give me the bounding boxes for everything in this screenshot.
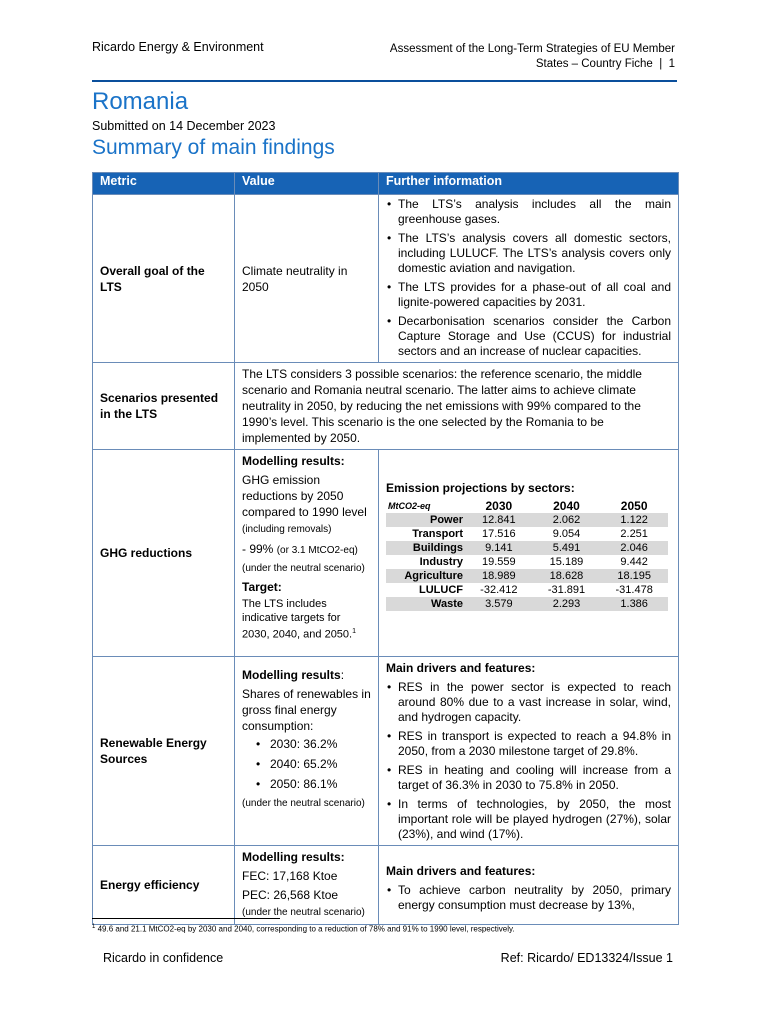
- list-item: • The LTS provides for a phase-out of all coal and lignite-powered capacities by 2031.: [386, 280, 671, 310]
- metric-ghg: GHG reductions: [93, 450, 235, 657]
- info-energy-efficiency: [379, 846, 679, 925]
- cell-value: -31.891: [547, 584, 586, 596]
- ghg-reduction-text: [242, 472, 371, 538]
- value-energy-efficiency: [235, 846, 379, 925]
- header-doc-title: [350, 42, 675, 72]
- sector-label: Industry: [419, 556, 463, 568]
- ee-fec: FEC: 17,168 Ktoe: [242, 869, 338, 883]
- col-metric: Metric: [93, 173, 235, 195]
- header-rule: [92, 80, 677, 82]
- sector-label: Power: [386, 513, 465, 527]
- ghg-line2: - 99%: [242, 542, 274, 556]
- ghg-scenario-note: (under the neutral scenario): [242, 563, 365, 574]
- cell-value: 12.841: [465, 513, 533, 527]
- year-2050: 2050: [620, 499, 648, 513]
- cell-value: 2.251: [620, 528, 648, 540]
- info-scenarios: The LTS considers 3 possible scenarios: the reference scenario, the middle scenario and Romania neutral scenario. The latter aims to achieve climate neutrality in 2050, by reducing the net emissions with 99% compared to the 1990’s level. This scenario is the one selected by the Romania to be implemented by 2050.: [235, 363, 679, 450]
- header-doc-title-line2: States – Country Fiche | 1: [535, 58, 675, 70]
- cell-value: 3.579: [465, 597, 533, 611]
- footer-ref: Ref: Ricardo/ ED13324/Issue 1: [500, 951, 673, 965]
- table-row: [386, 583, 668, 597]
- info-ghg: [379, 450, 679, 657]
- table-row: [386, 569, 668, 583]
- table-row: [386, 555, 668, 569]
- row-scenarios: [93, 363, 679, 450]
- col-value: Value: [235, 173, 379, 195]
- table-row: [386, 513, 668, 527]
- cell-value: 18.628: [533, 569, 601, 583]
- cell-value: 18.195: [600, 569, 668, 583]
- emissions-year-row: [386, 499, 668, 513]
- ghg-target-heading: Target:: [242, 580, 282, 594]
- footnote: [92, 924, 515, 934]
- value-ghg: [235, 450, 379, 657]
- metric-scenarios: Scenarios presented in the LTS: [93, 363, 235, 450]
- cell-value: 9.442: [620, 556, 648, 568]
- metric-energy-efficiency: Energy efficiency: [93, 846, 235, 925]
- year-2030: 2030: [485, 499, 513, 513]
- header-doc-title-line1: Assessment of the Long-Term Strategies of EU Member: [389, 43, 675, 55]
- footnote-text: 49.6 and 21.1 MtCO2-eq by 2030 and 2040, corresponding to a reduction of 78% and 91% to 1990 level, respectively.: [97, 924, 515, 934]
- ghg-target-text-block: [242, 597, 371, 642]
- value-overall-goal: Climate neutrality in 2050: [235, 195, 379, 363]
- metric-res: Renewable Energy Sources: [93, 657, 235, 846]
- cell-value: 5.491: [533, 541, 601, 555]
- row-energy-efficiency: [93, 846, 679, 925]
- footnote-mark: 1: [92, 924, 96, 930]
- cell-value: 1.386: [600, 597, 668, 611]
- ghg-modelling-heading: Modelling results:: [242, 454, 345, 468]
- footnote-ref: 1: [352, 628, 357, 635]
- row-overall-goal: [93, 195, 679, 363]
- cell-value: 9.054: [552, 528, 581, 540]
- list-item: • The LTS’s analysis covers all domestic sectors, including LULUCF. The LTS’s analysis covers only domestic aviation and navigation.: [386, 231, 671, 276]
- projections-heading: Emission projections by sectors:: [386, 481, 575, 495]
- ee-drivers-heading: Main drivers and features:: [386, 864, 536, 878]
- row-ghg: [93, 450, 679, 657]
- cell-value: 2.293: [533, 597, 601, 611]
- list-item: • 2030: 36.2%: [242, 736, 371, 752]
- cell-value: 19.559: [482, 556, 516, 568]
- res-modelling-heading-line: [242, 667, 371, 683]
- list-item: • RES in transport is expected to reach a 94.8% in 2050, from a 2030 milestone target of 29.8%.: [386, 729, 671, 759]
- table-row: [386, 527, 668, 541]
- submitted-date: Submitted on 14 December 2023: [92, 119, 276, 133]
- res-scenario-note: (under the neutral scenario): [242, 798, 365, 809]
- ee-modelling-heading: Modelling results:: [242, 850, 345, 864]
- sector-label: Buildings: [386, 541, 465, 555]
- res-drivers-heading: Main drivers and features:: [386, 661, 536, 675]
- summary-table: [92, 172, 679, 925]
- ghg-line1: GHG emission reductions by 2050 compared to 1990 level: [242, 473, 367, 519]
- ee-scenario-note: (under the neutral scenario): [242, 907, 365, 918]
- list-item: • The LTS’s analysis includes all the main greenhouse gases.: [386, 197, 671, 227]
- info-overall-goal: [379, 195, 679, 363]
- ee-pec: PEC: 26,568 Ktoe: [242, 888, 339, 902]
- footnote-rule: [92, 918, 280, 919]
- list-item: • In terms of technologies, by 2050, the most important role will be played hydrogen (27%), solar (23%), and wind (17%).: [386, 797, 671, 842]
- cell-value: 2.046: [600, 541, 668, 555]
- cell-value: 18.989: [465, 569, 533, 583]
- sector-label: LULUCF: [419, 584, 463, 596]
- year-2040: 2040: [553, 499, 580, 513]
- footer-confidential: Ricardo in confidence: [103, 951, 224, 965]
- metric-overall-goal: Overall goal of the LTS: [93, 195, 235, 363]
- sector-label: Waste: [386, 597, 465, 611]
- info-res: [379, 657, 679, 846]
- cell-value: 9.141: [465, 541, 533, 555]
- ghg-reduction-value: [242, 541, 371, 559]
- ghg-line2-note: (or 3.1 MtCO2-eq): [276, 545, 358, 556]
- page-title: Romania: [92, 88, 189, 115]
- sector-label: Agriculture: [386, 569, 465, 583]
- header-org: Ricardo Energy & Environment: [92, 40, 264, 54]
- unit-label: MtCO2-eq: [388, 501, 431, 511]
- list-item: • 2040: 65.2%: [242, 756, 371, 772]
- res-modelling-colon: :: [340, 668, 345, 682]
- row-res: [93, 657, 679, 846]
- table-row: [386, 597, 668, 611]
- section-title: Summary of main findings: [92, 136, 335, 159]
- res-modelling-heading: Modelling results: [242, 668, 341, 682]
- list-item: • RES in the power sector is expected to reach around 80% due to a vast increase in solar, wind, and hydrogen capacity.: [386, 680, 671, 725]
- ghg-target-text: The LTS includes indicative targets for 2030, 2040, and 2050.: [242, 598, 353, 641]
- list-item: • To achieve carbon neutrality by 2050, primary energy consumption must decrease by 13%,: [386, 883, 671, 913]
- cell-value: 2.062: [533, 513, 601, 527]
- list-item: • 2050: 86.1%: [242, 776, 371, 792]
- value-res: [235, 657, 379, 846]
- cell-value: 15.189: [549, 556, 584, 568]
- table-row: [386, 541, 668, 555]
- table-header-row: [93, 173, 679, 195]
- cell-value: -31.478: [615, 584, 653, 596]
- emissions-table: [386, 499, 668, 611]
- res-text: Shares of renewables in gross final energy consumption:: [242, 687, 371, 733]
- list-item: • Decarbonisation scenarios consider the Carbon Capture Storage and Use (CCUS) for industrial sectors and an increase of nuclear capacities.: [386, 314, 671, 359]
- cell-value: 17.516: [482, 528, 516, 540]
- list-item: • RES in heating and cooling will increase from a target of 36.3% in 2030 to 75.8% in 2050.: [386, 763, 671, 793]
- cell-value: -32.412: [480, 584, 518, 596]
- sector-label: Transport: [412, 528, 463, 540]
- col-further-info: Further information: [379, 173, 679, 195]
- cell-value: 1.122: [600, 513, 668, 527]
- ghg-line1-note: (including removals): [242, 524, 332, 535]
